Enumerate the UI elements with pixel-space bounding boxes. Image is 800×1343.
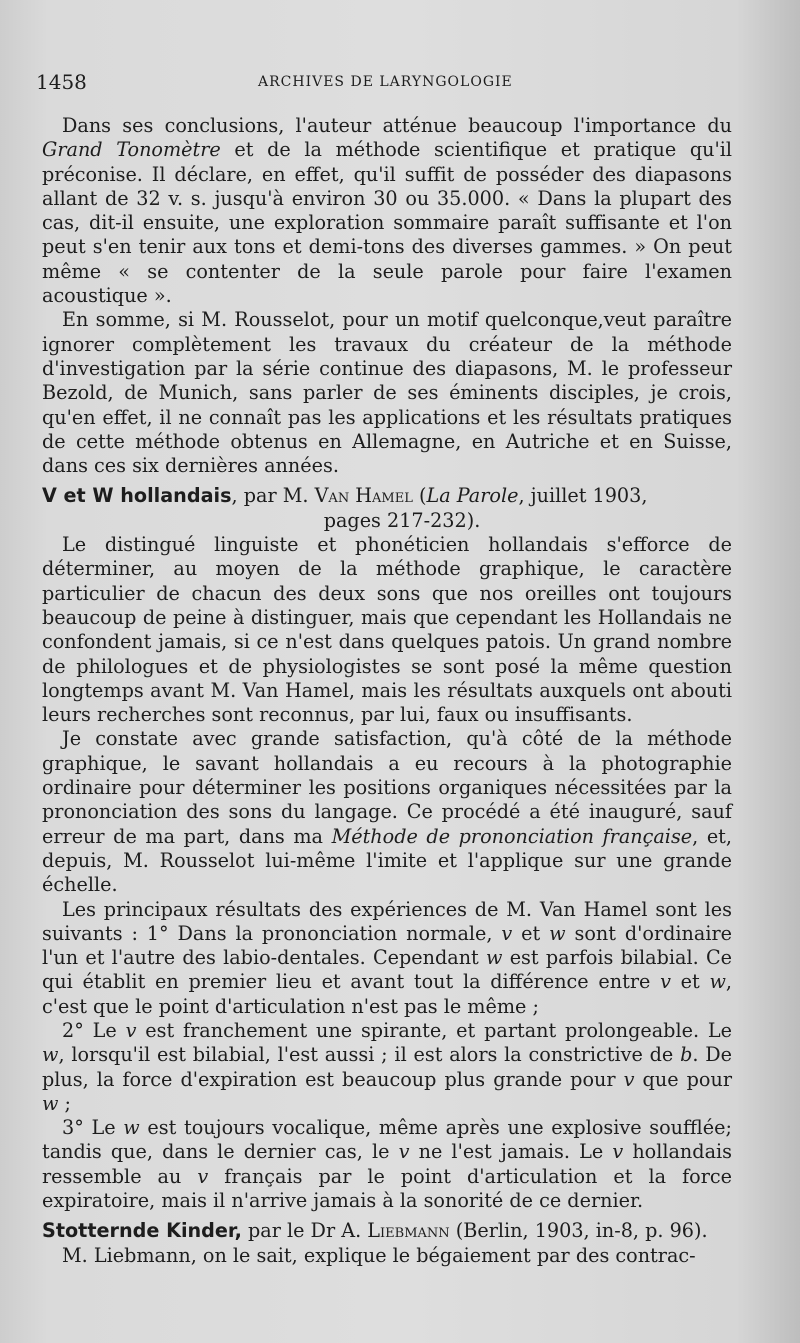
italic-letter: w — [709, 970, 726, 994]
text-run: est franchement une spirante, et partant prolongeable. Le — [136, 1018, 732, 1042]
text-run: Je constate avec grande satisfaction, qu'à côté de la méthode graphique, le savant hollandais a eu recours à la photographie ordinaire pour déterminer les positions organiques nécessitées par la prononciation des sons du langage. Ce procédé a été inauguré, sauf erreur de ma part, dans ma — [42, 727, 732, 848]
italic-letter: b — [680, 1043, 693, 1067]
text-run: 2° Le — [62, 1018, 126, 1042]
entry-journal: La Parole — [426, 484, 519, 508]
italic-title: Grand Tonomètre — [42, 138, 221, 162]
text-run: (Berlin, 1903, in-8, p. 96). — [449, 1219, 708, 1243]
italic-letter: v — [398, 1140, 410, 1164]
italic-letter: w — [123, 1116, 140, 1140]
text-run: , par M. — [231, 484, 315, 508]
paragraph-point-3 — [42, 1116, 732, 1213]
text-run: que pour — [634, 1067, 732, 1091]
text-run: Dans ses conclusions, l'auteur atténue beaucoup l'importance du — [62, 114, 732, 137]
text-run: sont d'ordinaire l'un et l'autre des labio-dentales. Cependant — [42, 921, 732, 970]
paragraph-resultats — [42, 898, 732, 1019]
paragraph-conclusions — [42, 114, 732, 308]
text-run: . De plus, la force d'expiration est beaucoup plus grande pour — [42, 1043, 733, 1091]
entry-heading-stotternde — [42, 1219, 732, 1243]
entry-title: Stotternde Kinder, — [42, 1219, 242, 1243]
text-run: est parfois bilabial. Ce qui établit en premier lieu et avant tout la différence entre — [42, 946, 732, 994]
text-run: hollandais ressemble au — [42, 1140, 732, 1188]
paragraph-je-constate — [42, 727, 732, 897]
text-run: , c'est que le point d'articulation n'est pas le même ; — [42, 970, 732, 1018]
italic-letter: v — [125, 1018, 137, 1042]
paragraph-linguiste: Le distingué linguiste et phonéticien hollandais s'efforce de déterminer, au moyen de la méthode graphique, le caractère particulier de chacun des deux sons que nos oreilles ont toujours beaucoup de peine à distinguer, mais que cependant les Hollandais ne confondent jamais, si ce n'est dans quelques patois. Un grand nombre de philologues et de physiologistes se sont posé la même question longtemps avant M. Van Hamel, mais les résultats auxquels ont abouti leurs recherches sont reconnus, par lui, faux ou insuffisants. — [42, 533, 732, 727]
paragraph-en-somme: En somme, si M. Rousselot, pour un motif quelconque,veut paraître ignorer complètement les travaux du créateur de la méthode d'investigation par la série continue des diapasons, M. le professeur Bezold, de Munich, sans parler de ses éminents disciples, je crois, qu'en effet, il ne connaît pas les applications et les résultats pratiques de cette méthode obtenus en Allemagne, en Autriche et en Suisse, dans ces six dernières années. — [42, 308, 732, 478]
entry-heading-v-et-w — [42, 484, 732, 533]
text-run: , lorsqu'il est bilabial, l'est aussi ; il est alors la constrictive de — [58, 1043, 681, 1067]
page-number: 1458 — [36, 70, 87, 94]
page-header — [36, 70, 736, 100]
text-run: est toujours vocalique, même après une explosive soufflée; tandis que, dans le dernier cas, le — [42, 1116, 732, 1164]
paragraph-liebmann: M. Liebmann, on le sait, explique le bégaiement par des contrac- — [62, 1243, 696, 1267]
italic-letter: v — [501, 921, 513, 945]
text-run: Les principaux résultats des expériences de M. Van Hamel sont les suivants : 1° Dans la prononciation normale, — [42, 897, 732, 945]
text-run: ; — [58, 1091, 72, 1115]
entry-pages: pages 217-232). — [323, 508, 481, 532]
italic-title: Méthode de prononciation française — [331, 824, 693, 848]
text-run: ( — [412, 484, 427, 508]
italic-letter: v — [660, 970, 671, 994]
text-run: par le Dr — [241, 1219, 342, 1243]
entry-author: A. Liebmann — [341, 1219, 450, 1243]
entry-author: Van Hamel — [314, 484, 413, 508]
text-run: 3° Le — [62, 1116, 124, 1140]
italic-letter: w — [42, 1043, 59, 1067]
text-run: et — [512, 921, 550, 945]
paragraph-point-2 — [42, 1019, 732, 1116]
text-run: français par le point d'articulation et la force expiratoire, mais il n'arrive jamais à la sonorité de ce dernier. — [42, 1164, 732, 1213]
text-run: ne l'est jamais. Le — [409, 1140, 613, 1164]
text-run: et de la méthode scientifique et pratique qu'il préconise. Il déclare, en effet, qu'il suffit de posséder des diapasons allant de 32 v. s. jusqu'à environ 30 ou 35.000. « Dans la plupart des cas, dit-il ensuite, une exploration sommaire paraît suffisante et l'on peut s'en tenir aux tons et demi-tons des diverses gammes. » On peut même « se contenter de la seule parole pour faire l'examen acoustique ». — [42, 138, 733, 308]
italic-letter: w — [42, 1091, 59, 1115]
text-run: , juillet 1903, — [518, 484, 648, 508]
text-run: et — [670, 970, 710, 994]
italic-letter: w — [549, 921, 566, 945]
running-title: ARCHIVES DE LARYNGOLOGIE — [258, 74, 513, 90]
page-body — [42, 114, 732, 1268]
italic-letter: v — [623, 1067, 635, 1091]
entry-title: V et W hollandais — [42, 484, 232, 508]
italic-letter: v — [612, 1140, 624, 1164]
italic-letter: v — [197, 1164, 209, 1188]
italic-letter: w — [486, 946, 503, 970]
text-run: , et, depuis, M. Rousselot lui-même l'imite et l'applique sur une grande échelle. — [42, 824, 732, 897]
